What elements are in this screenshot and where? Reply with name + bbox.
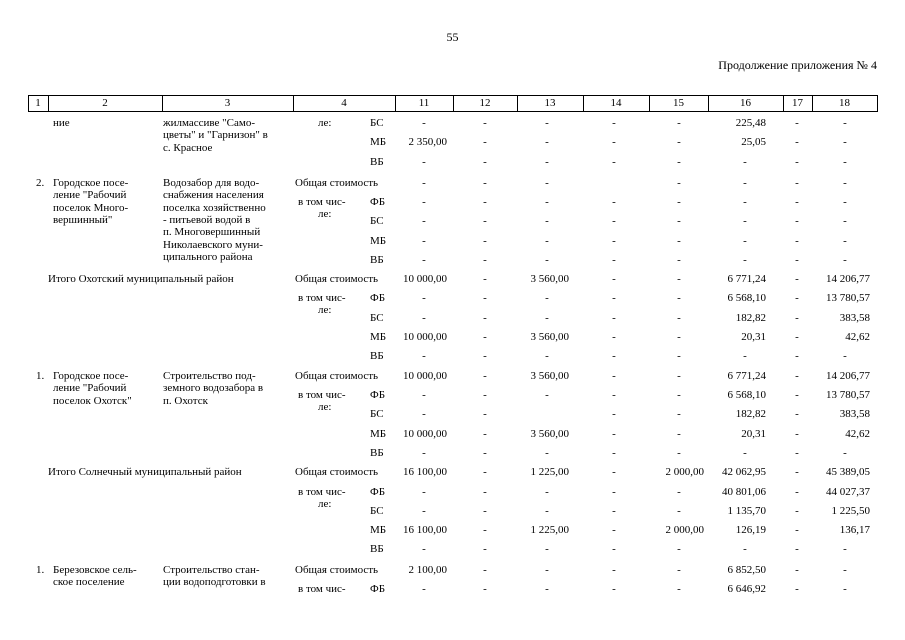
header-cell: 18: [839, 97, 850, 109]
table-cell: -: [677, 215, 681, 227]
fund-source: МБ: [370, 331, 387, 343]
table-cell: -: [545, 215, 549, 227]
table-cell: -: [843, 564, 847, 576]
project-description: п. Многовершинный: [163, 226, 261, 239]
table-cell: -: [545, 177, 549, 189]
table-cell: 44 027,37: [826, 486, 870, 498]
table-cell: -: [795, 196, 799, 208]
project-description: - питьевой водой в: [163, 213, 251, 226]
fund-source: ВБ: [370, 543, 384, 555]
table-cell: 383,58: [839, 312, 870, 324]
table-cell: -: [422, 389, 426, 401]
table-cell: -: [677, 312, 681, 324]
table-cell: -: [422, 156, 426, 168]
table-cell: -: [843, 196, 847, 208]
table-cell: -: [677, 292, 681, 304]
table-cell: 42,62: [845, 331, 870, 343]
table-cell: -: [743, 235, 747, 247]
fund-source: МБ: [370, 136, 387, 148]
recipient-name: ние: [53, 117, 70, 129]
fund-source: ФБ: [370, 486, 386, 498]
table-cell: -: [743, 447, 747, 459]
table-cell: -: [795, 505, 799, 517]
including-label: в том чис-: [298, 196, 346, 208]
total-cost-label: Общая стоимость: [295, 370, 379, 382]
table-cell: -: [612, 331, 616, 343]
including-label: в том чис-: [298, 486, 346, 498]
table-cell: 1 225,00: [530, 466, 569, 478]
table-cell: -: [483, 447, 487, 459]
table-cell: 6 771,24: [727, 370, 766, 382]
table-cell: -: [483, 292, 487, 304]
table-cell: 3 560,00: [530, 273, 569, 285]
project-description: Строительство под-: [163, 370, 256, 382]
table-cell: 3 560,00: [530, 331, 569, 343]
table-cell: -: [483, 408, 487, 420]
table-cell: 6 852,50: [727, 564, 766, 576]
table-cell: -: [612, 524, 616, 536]
fund-source: ВБ: [370, 350, 384, 362]
table-cell: -: [545, 117, 549, 129]
table-cell: -: [545, 389, 549, 401]
table-cell: -: [612, 370, 616, 382]
table-cell: -: [795, 215, 799, 227]
project-description: жилмассиве "Само-: [163, 117, 255, 129]
table-cell: -: [612, 136, 616, 148]
table-cell: -: [483, 543, 487, 555]
fund-source: МБ: [370, 235, 387, 247]
table-cell: -: [545, 235, 549, 247]
project-description: Строительство стан-: [163, 564, 260, 576]
table-cell: 42,62: [845, 428, 870, 440]
project-description: п. Охотск: [163, 394, 208, 407]
header-cell: 15: [673, 97, 684, 109]
table-cell: -: [545, 156, 549, 168]
table-cell: -: [483, 254, 487, 266]
table-cell: 14 206,77: [826, 273, 870, 285]
recipient-name: поселок Охотск": [53, 394, 132, 407]
table-cell: -: [795, 524, 799, 536]
header-cell: 3: [224, 97, 231, 109]
including-label: ле:: [318, 208, 332, 220]
fund-source: ФБ: [370, 389, 386, 401]
table-cell: -: [612, 196, 616, 208]
table-cell: -: [612, 543, 616, 555]
fund-source: МБ: [370, 428, 387, 440]
table-cell: 40 801,06: [722, 486, 766, 498]
table-cell: -: [677, 254, 681, 266]
table-cell: -: [545, 254, 549, 266]
table-cell: 6 646,92: [727, 583, 766, 595]
table-cell: -: [612, 408, 616, 420]
table-cell: 1 225,50: [831, 505, 870, 517]
fund-source: БС: [370, 505, 384, 517]
table-cell: -: [483, 331, 487, 343]
fund-source: БС: [370, 215, 384, 227]
table-cell: -: [677, 389, 681, 401]
total-cost-label: Общая стоимость: [295, 177, 379, 189]
recipient-name: вершинный": [53, 213, 113, 226]
header-cell: 17: [792, 97, 803, 109]
table-cell: -: [677, 156, 681, 168]
table-cell: -: [795, 447, 799, 459]
table-cell: -: [545, 486, 549, 498]
fund-source: ФБ: [370, 583, 386, 595]
table-cell: -: [422, 235, 426, 247]
table-cell: -: [483, 370, 487, 382]
table-cell: -: [795, 543, 799, 555]
table-cell: -: [483, 466, 487, 478]
fund-source: ФБ: [370, 292, 386, 304]
table-cell: 45 389,05: [826, 466, 870, 478]
project-description: ции водоподготовки в: [163, 576, 266, 589]
fund-source: ВБ: [370, 447, 384, 459]
header-cell: 13: [544, 97, 556, 109]
table-cell: -: [677, 196, 681, 208]
table-cell: -: [422, 292, 426, 304]
table-cell: -: [795, 408, 799, 420]
table-cell: 10 000,00: [403, 428, 447, 440]
table-cell: -: [483, 177, 487, 189]
table-cell: 126,19: [735, 524, 766, 536]
including-label: в том чис-: [298, 583, 346, 595]
table-cell: -: [545, 292, 549, 304]
table-cell: -: [843, 177, 847, 189]
table-cell: -: [843, 156, 847, 168]
table-cell: 10 000,00: [403, 331, 447, 343]
table-cell: 2 000,00: [665, 466, 704, 478]
table-cell: -: [795, 486, 799, 498]
table-cell: -: [843, 543, 847, 555]
table-cell: -: [422, 350, 426, 362]
table-cell: -: [422, 505, 426, 517]
total-cost-label: Общая стоимость: [295, 466, 379, 478]
table-cell: -: [422, 486, 426, 498]
table-cell: -: [612, 312, 616, 324]
table-cell: -: [795, 254, 799, 266]
summary-label: Итого Солнечный муниципальный район: [48, 466, 242, 478]
table-cell: -: [843, 117, 847, 129]
including-label: в том чис-: [298, 292, 346, 304]
fund-source: БС: [370, 117, 384, 129]
table-cell: -: [483, 486, 487, 498]
project-description: Водозабор для водо-: [163, 177, 260, 189]
item-number: 1.: [36, 370, 45, 382]
table-cell: 10 000,00: [403, 273, 447, 285]
table-cell: -: [843, 583, 847, 595]
table-cell: -: [843, 447, 847, 459]
table-cell: -: [612, 117, 616, 129]
table-cell: -: [545, 505, 549, 517]
table-cell: -: [483, 215, 487, 227]
table-cell: -: [612, 486, 616, 498]
table-cell: -: [612, 505, 616, 517]
table-cell: -: [422, 543, 426, 555]
table-cell: -: [795, 235, 799, 247]
table-cell: -: [677, 505, 681, 517]
table-cell: -: [843, 136, 847, 148]
table-cell: -: [612, 466, 616, 478]
table-cell: -: [795, 312, 799, 324]
table-cell: -: [795, 273, 799, 285]
table-cell: -: [422, 408, 426, 420]
fund-source: БС: [370, 408, 384, 420]
table-cell: 1 135,70: [727, 505, 766, 517]
table-cell: -: [677, 447, 681, 459]
table-cell: 225,48: [735, 117, 766, 129]
table-cell: -: [545, 583, 549, 595]
item-number: 2.: [36, 177, 45, 189]
table-cell: -: [483, 136, 487, 148]
including-label: в том чис-: [298, 389, 346, 401]
table-cell: 2 000,00: [665, 524, 704, 536]
table-cell: -: [612, 389, 616, 401]
table-cell: -: [677, 350, 681, 362]
table-cell: -: [483, 117, 487, 129]
table-cell: -: [612, 235, 616, 247]
table-cell: -: [795, 331, 799, 343]
table-cell: -: [483, 156, 487, 168]
including-label: ле:: [318, 401, 332, 413]
fund-source: МБ: [370, 524, 387, 536]
project-description: снабжения населения: [163, 189, 264, 202]
header-cell: 2: [102, 97, 108, 109]
table-cell: -: [422, 447, 426, 459]
table-cell: 2 100,00: [408, 564, 447, 576]
fund-source: ВБ: [370, 254, 384, 266]
total-cost-label: Общая стоимость: [295, 564, 379, 576]
table-cell: -: [795, 428, 799, 440]
table-cell: -: [843, 350, 847, 362]
table-cell: -: [795, 156, 799, 168]
project-description: с. Красное: [163, 141, 213, 154]
table-cell: -: [612, 215, 616, 227]
table-cell: -: [795, 177, 799, 189]
table-cell: -: [422, 196, 426, 208]
table-cell: 136,17: [839, 524, 870, 536]
project-description: земного водозабора в: [163, 382, 264, 395]
recipient-name: Городское посе-: [53, 177, 129, 189]
table-cell: -: [612, 273, 616, 285]
table-cell: -: [743, 254, 747, 266]
project-description: цветы" и "Гарнизон" в: [163, 129, 268, 142]
table-cell: -: [677, 331, 681, 343]
table-cell: -: [422, 583, 426, 595]
header-cell: 12: [479, 97, 491, 109]
table-cell: -: [483, 505, 487, 517]
table-cell: -: [677, 543, 681, 555]
table-cell: -: [483, 428, 487, 440]
table-cell: 3 560,00: [530, 428, 569, 440]
table-cell: -: [612, 156, 616, 168]
table-cell: -: [545, 543, 549, 555]
table-cell: -: [677, 408, 681, 420]
total-cost-label: Общая стоимость: [295, 273, 379, 285]
table-cell: -: [483, 273, 487, 285]
table-cell: 14 206,77: [826, 370, 870, 382]
table-cell: 383,58: [839, 408, 870, 420]
including-label: ле:: [318, 304, 332, 316]
table-cell: 182,82: [735, 408, 766, 420]
table-cell: -: [843, 254, 847, 266]
table-cell: -: [422, 312, 426, 324]
type-label: ле:: [318, 117, 332, 129]
table-cell: 6 771,24: [727, 273, 766, 285]
table-cell: -: [677, 370, 681, 382]
table-cell: 42 062,95: [722, 466, 766, 478]
header-cell: 4: [341, 97, 347, 109]
table-cell: -: [843, 235, 847, 247]
table-cell: -: [795, 292, 799, 304]
table-cell: -: [677, 583, 681, 595]
summary-label: Итого Охотский муниципальный район: [48, 273, 234, 285]
project-description: Николаевского муни-: [163, 238, 263, 251]
table-cell: -: [483, 524, 487, 536]
table-cell: 1 225,00: [530, 524, 569, 536]
table-cell: -: [795, 350, 799, 362]
fund-source: БС: [370, 312, 384, 324]
table-cell: -: [677, 235, 681, 247]
table-cell: -: [483, 564, 487, 576]
table-cell: -: [545, 564, 549, 576]
table-cell: -: [545, 136, 549, 148]
recipient-name: Городское посе-: [53, 370, 129, 382]
table-cell: 16 100,00: [403, 524, 447, 536]
table-cell: -: [743, 215, 747, 227]
recipient-name: Березовское сель-: [53, 564, 137, 576]
table-cell: 13 780,57: [826, 389, 870, 401]
table-cell: 13 780,57: [826, 292, 870, 304]
fund-source: ФБ: [370, 196, 386, 208]
table-cell: -: [483, 350, 487, 362]
including-label: ле:: [318, 498, 332, 510]
recipient-name: ское поселение: [53, 576, 125, 589]
header-cell: 1: [35, 97, 41, 109]
appendix-label: Продолжение приложения № 4: [718, 58, 877, 72]
header-cell: 14: [610, 97, 622, 109]
project-description: ципального района: [163, 250, 253, 263]
header-cell: 16: [740, 97, 751, 109]
table-cell: 20,31: [741, 331, 766, 343]
table-cell: -: [483, 389, 487, 401]
table-cell: 6 568,10: [727, 292, 766, 304]
table-cell: -: [677, 564, 681, 576]
table-cell: -: [612, 447, 616, 459]
table-cell: -: [743, 196, 747, 208]
table-cell: -: [795, 564, 799, 576]
table-cell: 20,31: [741, 428, 766, 440]
page-number: 55: [446, 30, 459, 44]
table-cell: -: [795, 466, 799, 478]
table-cell: -: [612, 564, 616, 576]
table-cell: 16 100,00: [403, 466, 447, 478]
table-cell: -: [677, 486, 681, 498]
table-cell: -: [545, 447, 549, 459]
table-cell: -: [795, 117, 799, 129]
table-cell: -: [677, 136, 681, 148]
table-cell: -: [612, 254, 616, 266]
table-cell: 182,82: [735, 312, 766, 324]
table-cell: -: [483, 196, 487, 208]
table-cell: -: [743, 156, 747, 168]
table-cell: -: [422, 215, 426, 227]
table-cell: 10 000,00: [403, 370, 447, 382]
table-cell: -: [677, 428, 681, 440]
table-cell: -: [677, 117, 681, 129]
table-cell: 25,05: [741, 136, 766, 148]
table-cell: -: [795, 370, 799, 382]
table-cell: -: [743, 350, 747, 362]
project-description: поселка хозяйственно: [163, 201, 266, 214]
table-cell: -: [677, 273, 681, 285]
table-cell: -: [483, 235, 487, 247]
table-cell: 3 560,00: [530, 370, 569, 382]
table-cell: -: [795, 389, 799, 401]
recipient-name: ление "Рабочий: [53, 382, 127, 395]
table-cell: -: [795, 583, 799, 595]
table-cell: -: [612, 292, 616, 304]
table-cell: -: [843, 215, 847, 227]
fund-source: ВБ: [370, 156, 384, 168]
table-cell: -: [743, 543, 747, 555]
table-cell: -: [483, 312, 487, 324]
table-cell: 6 568,10: [727, 389, 766, 401]
table-cell: -: [743, 177, 747, 189]
table-cell: -: [545, 350, 549, 362]
table-cell: -: [677, 177, 681, 189]
header-cell: 11: [418, 97, 430, 109]
recipient-name: поселок Много-: [53, 201, 129, 214]
table-cell: -: [545, 312, 549, 324]
table-cell: -: [795, 136, 799, 148]
recipient-name: ление "Рабочий: [53, 189, 127, 202]
table-cell: -: [545, 196, 549, 208]
table-cell: -: [612, 428, 616, 440]
table-cell: -: [422, 254, 426, 266]
item-number: 1.: [36, 564, 45, 576]
header-divider: [877, 95, 878, 112]
table-cell: -: [612, 583, 616, 595]
table-cell: -: [422, 117, 426, 129]
table-cell: -: [422, 177, 426, 189]
table-cell: 2 350,00: [408, 136, 447, 148]
table-cell: -: [483, 583, 487, 595]
table-cell: -: [612, 350, 616, 362]
